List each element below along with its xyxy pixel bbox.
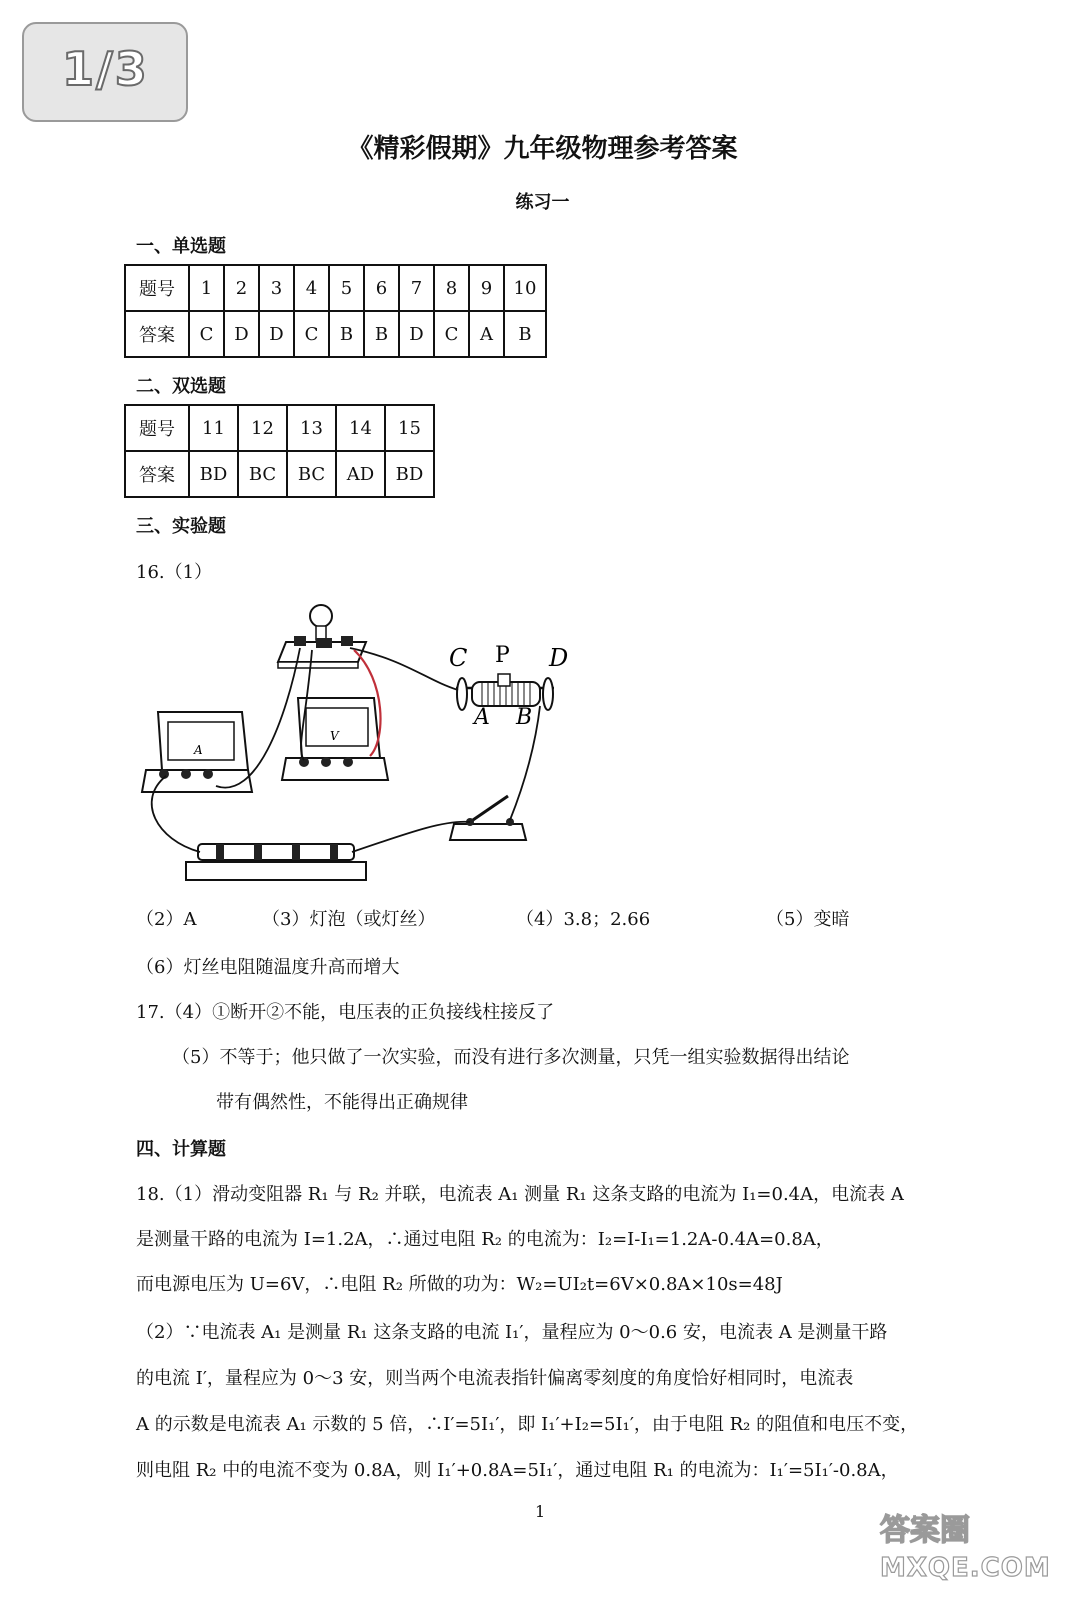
page-title: 《精彩假期》九年级物理参考答案 [347, 134, 738, 164]
q18-line6: A 的示数是电流表 A₁ 示数的 5 倍，∴I′=5I₁′，即 I₁′+I₂=5I₁′，由于电阻 R₂ 的阻值和电压不变， [136, 1414, 919, 1435]
table-row [125, 265, 546, 311]
page-badge-text: 1/3 [62, 42, 149, 96]
label-b: B [516, 705, 533, 730]
table-cell: 8 [434, 265, 469, 311]
page-subtitle: 练习一 [515, 192, 570, 213]
section2-heading: 二、双选题 [136, 376, 226, 397]
double-choice-table [124, 404, 435, 498]
q16-6-answer: （6）灯丝电阻随温度升高而增大 [136, 957, 400, 978]
ammeter-label: A [194, 743, 203, 757]
table-cell: 1 [189, 265, 224, 311]
q16-2-answer: （2）A [136, 909, 197, 930]
table-cell: BD [385, 451, 434, 497]
battery-icon [186, 844, 366, 880]
label-d: D [549, 644, 569, 672]
table-cell: BC [287, 451, 336, 497]
page-badge [22, 22, 188, 122]
table-cell: 2 [224, 265, 259, 311]
q18-line2: 是测量干路的电流为 I=1.2A，∴通过电阻 R₂ 的电流为：I₂=I-I₁=1.2A-0.4A=0.8A， [136, 1229, 834, 1250]
table-cell: 13 [287, 405, 336, 451]
table-row [125, 451, 434, 497]
table-cell: 4 [294, 265, 329, 311]
lamp-icon [278, 605, 366, 668]
table-cell: 答案 [125, 451, 189, 497]
q16-3-answer: （3）灯泡（或灯丝） [262, 909, 436, 930]
q16-label: 16.（1） [136, 562, 213, 583]
table-cell: BC [238, 451, 287, 497]
table-cell: D [399, 311, 434, 357]
rheostat-icon [456, 674, 554, 710]
table-cell: D [224, 311, 259, 357]
section3-heading: 三、实验题 [136, 516, 226, 537]
circuit-diagram [136, 600, 596, 890]
page-number: 1 [535, 1502, 546, 1521]
q18-line3: 而电源电压为 U=6V，∴电阻 R₂ 所做的功为：W₂=UI₂t=6V×0.8A×10s=48J [136, 1274, 783, 1295]
table-cell: C [434, 311, 469, 357]
table-cell: 6 [364, 265, 399, 311]
q18-line4: （2）∵电流表 A₁ 是测量 R₁ 这条支路的电流 I₁′，量程应为 0～0.6 安，电流表 A 是测量干路 [136, 1322, 888, 1343]
q18-line5: 的电流 I′，量程应为 0～3 安，则当两个电流表指针偏离零刻度的角度恰好相同时，电流表 [136, 1368, 854, 1389]
table-row [125, 405, 434, 451]
q18-line1: 18.（1）滑动变阻器 R₁ 与 R₂ 并联，电流表 A₁ 测量 R₁ 这条支路的电流为 I₁=0.4A，电流表 A [136, 1184, 904, 1205]
table-row [125, 311, 546, 357]
voltmeter-label: V [330, 729, 339, 743]
section1-heading: 一、单选题 [136, 236, 226, 257]
label-a: A [474, 705, 490, 730]
q16-4-answer: （4）3.8；2.66 [516, 909, 651, 930]
watermark-bottom: MXQE.COM [880, 1553, 1051, 1583]
table-cell: D [259, 311, 294, 357]
watermark-top: 答案圈 [880, 1513, 970, 1548]
label-c: C [449, 644, 468, 672]
table-cell: C [294, 311, 329, 357]
table-cell: B [504, 311, 546, 357]
table-cell: B [364, 311, 399, 357]
table-cell: 3 [259, 265, 294, 311]
table-cell: 12 [238, 405, 287, 451]
section4-heading: 四、计算题 [136, 1139, 226, 1160]
table-cell: C [189, 311, 224, 357]
q17-4-answer: 17.（4）①断开②不能，电压表的正负接线柱接反了 [136, 1002, 555, 1023]
table-cell: 答案 [125, 311, 189, 357]
q17-5-answer-line1: （5）不等于；他只做了一次实验，而没有进行多次测量，只凭一组实验数据得出结论 [172, 1047, 850, 1068]
label-p: P [495, 643, 510, 668]
table-cell: 9 [469, 265, 504, 311]
table-cell: 7 [399, 265, 434, 311]
table-cell: 题号 [125, 265, 189, 311]
switch-icon [450, 796, 526, 840]
single-choice-table [124, 264, 547, 358]
table-cell: BD [189, 451, 238, 497]
table-cell: 5 [329, 265, 364, 311]
table-cell: AD [336, 451, 385, 497]
table-cell: 题号 [125, 405, 189, 451]
table-cell: 11 [189, 405, 238, 451]
table-cell: 15 [385, 405, 434, 451]
table-cell: 14 [336, 405, 385, 451]
q18-line7: 则电阻 R₂ 中的电流不变为 0.8A，则 I₁′+0.8A=5I₁′，通过电阻 R₁ 的电流为：I₁′=5I₁′-0.8A， [136, 1460, 899, 1481]
table-cell: B [329, 311, 364, 357]
table-cell: A [469, 311, 504, 357]
q17-5-answer-line2: 带有偶然性，不能得出正确规律 [216, 1092, 468, 1113]
table-cell: 10 [504, 265, 546, 311]
q16-5-answer: （5）变暗 [766, 909, 850, 930]
